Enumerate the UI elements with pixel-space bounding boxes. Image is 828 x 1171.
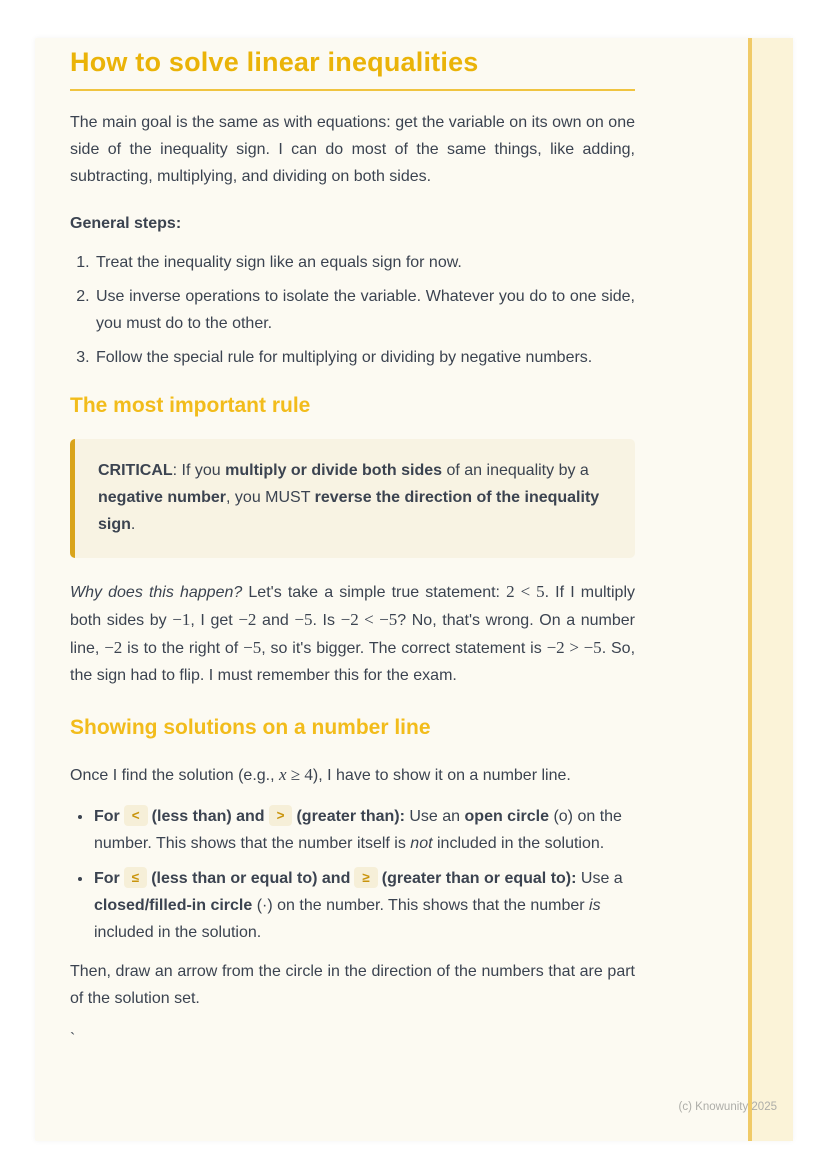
intro-paragraph: The main goal is the same as with equations: get the variable on its own on one side of the inequality sign. I can do most of the same things, like adding, subtracting, multiplying, and dividing on both sides. [70,114,635,185]
critical-rule-callout: CRITICAL: If you multiply or divide both sides of an inequality by a negative number, you MUST reverse the direction of the inequality sign. [70,439,635,558]
step-item-2: 2. Use inverse operations to isolate the variable. Whatever you do to one side, you must do to the other. [94,283,635,337]
once-paragraph: Once I find the solution (e.g., x ≥ 4), I have to show it on a number line. [70,765,571,784]
title-underline [70,89,635,91]
less-than-or-equal-chip: ≤ [124,867,147,888]
note-page-card [35,38,793,1141]
why-paragraph: Why does this happen? Let's take a simple true statement: 2 < 5. If I multiply both sides by −1, I get −2 and −5. Is −2 < −5? No, that's wrong. On a number line, −2 is to the right of −5, so it's bigger. The correct statement is −2 > −5. So, the sign had to flip. I must remember this for the exam. [70,582,636,684]
number-line-heading: Showing solutions on a number line [70,716,431,739]
closed-circle-bullet: • For ≤ (less than or equal to) and ≥ (greater than or equal to): Use a closed/filled-in circle (·) on the number. This shows that the number is included in the solution. [93,865,635,946]
open-circle-bullet: • For < (less than) and > (greater than): Use an open circle (o) on the number. This shows that the number itself is not included in the solution. [93,803,635,857]
decorative-side-strip [748,38,793,1141]
arrow-paragraph: Then, draw an arrow from the circle in the direction of the numbers that are part of the solution set. [70,963,635,1007]
greater-than-chip: > [269,805,293,826]
general-steps-list [70,249,635,371]
greater-than-or-equal-chip: ≥ [354,867,377,888]
stray-backtick: ` [70,1031,76,1048]
note-content [35,38,635,1053]
circle-rules-list [70,803,635,946]
most-important-rule-heading: The most important rule [70,394,311,417]
step-item-1: 1. Treat the inequality sign like an equals sign for now. [94,249,635,276]
copyright-footer: (c) Knowunity 2025 [678,1101,777,1113]
less-than-chip: < [124,805,148,826]
step-item-3: 3. Follow the special rule for multiplying or dividing by negative numbers. [94,344,635,371]
page-title: How to solve linear inequalities [70,47,479,77]
general-steps-heading: General steps: [70,215,182,232]
